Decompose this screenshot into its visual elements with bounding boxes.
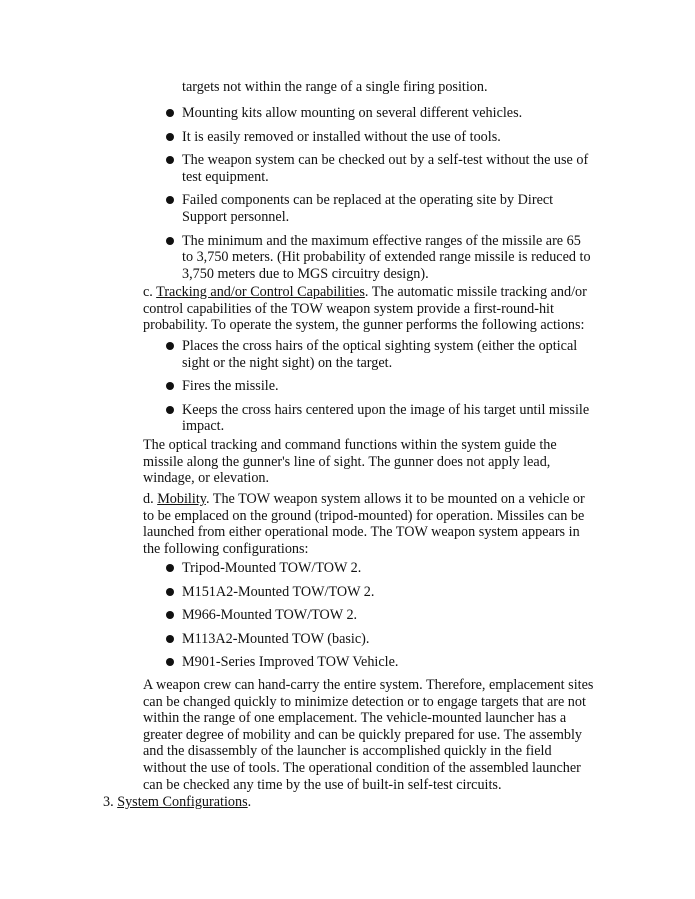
- continuation-text: targets not within the range of a single firing position.: [182, 79, 488, 95]
- bullet-icon: [166, 109, 174, 117]
- list-item: The weapon system can be checked out by a self-test without the use of test equipment.: [0, 152, 594, 185]
- bullet-icon: [166, 342, 174, 350]
- bullet-icon: [166, 156, 174, 164]
- list-item: Keeps the cross hairs centered upon the image of his target until missile impact.: [0, 402, 594, 435]
- list-item: Failed components can be replaced at the operating site by Direct Support personnel.: [0, 192, 594, 225]
- section-d-title: Mobility: [157, 491, 206, 507]
- list-item: The minimum and the maximum effective ranges of the missile are 65 to 3,750 meters. (Hit probability of extended range missile is reduced to 3,750 meters due to MGS circuitry design).: [0, 233, 594, 283]
- bullet-icon: [166, 237, 174, 245]
- bullet-icon: [166, 588, 174, 596]
- bullet-icon: [166, 382, 174, 390]
- features-list: [0, 105, 695, 289]
- section-c-intro: . The automatic missile tracking and/or control capabilities of the TOW weapon system provide a first-round-hit probability. To operate the system, the gunner performs the following actions:: [143, 284, 587, 334]
- bullet-icon: [166, 196, 174, 204]
- section-d-closing: A weapon crew can hand-carry the entire system. Therefore, emplacement sites can be changed quickly to minimize detection or to engage targets that are not within the range of one emplacement. The vehicle-mounted launcher has a greater degree of mobility and can be quickly prepared for use. The assembly and the disassembly of the launcher is accomplished quickly in the field without the use of tools. The operational condition of the assembled launcher can be checked any time by the use of built-in self-test circuits.: [143, 677, 594, 793]
- list-item: M151A2-Mounted TOW/TOW 2.: [0, 584, 594, 601]
- list-item: M113A2-Mounted TOW (basic).: [0, 631, 594, 648]
- bullet-icon: [166, 658, 174, 666]
- section-c-label: c.: [143, 284, 153, 300]
- configurations-list: [0, 560, 695, 678]
- list-item: Mounting kits allow mounting on several different vehicles.: [0, 105, 594, 122]
- section-3-title: System Configurations: [117, 794, 248, 810]
- list-item: Fires the missile.: [0, 378, 594, 395]
- bullet-icon: [166, 611, 174, 619]
- bullet-icon: [166, 635, 174, 643]
- section-3-number: 3.: [103, 794, 114, 810]
- list-item: Places the cross hairs of the optical sighting system (either the optical sight or the night sight) on the target.: [0, 338, 594, 371]
- section-c-title: Tracking and/or Control Capabilities: [156, 284, 365, 300]
- list-item: It is easily removed or installed without the use of tools.: [0, 129, 594, 146]
- section-d-paragraph: [143, 491, 598, 557]
- section-c-paragraph: [143, 284, 598, 334]
- section-d-intro: . The TOW weapon system allows it to be mounted on a vehicle or to be emplaced on the ground (tripod-mounted) for operation. Missiles can be launched from either operational mode. The TOW weapon system appears in the following configurations:: [143, 491, 585, 557]
- section-3-suffix: .: [247, 794, 252, 810]
- section-3-heading: [103, 794, 251, 811]
- list-item: M901-Series Improved TOW Vehicle.: [0, 654, 594, 671]
- bullet-icon: [166, 406, 174, 414]
- bullet-icon: [166, 564, 174, 572]
- list-item: Tripod-Mounted TOW/TOW 2.: [0, 560, 594, 577]
- section-d-label: d.: [143, 491, 154, 507]
- bullet-icon: [166, 133, 174, 141]
- section-c-closing: The optical tracking and command functions within the system guide the missile along the gunner's line of sight. The gunner does not apply lead, windage, or elevation.: [143, 437, 557, 487]
- actions-list: [0, 338, 695, 442]
- list-item: M966-Mounted TOW/TOW 2.: [0, 607, 594, 624]
